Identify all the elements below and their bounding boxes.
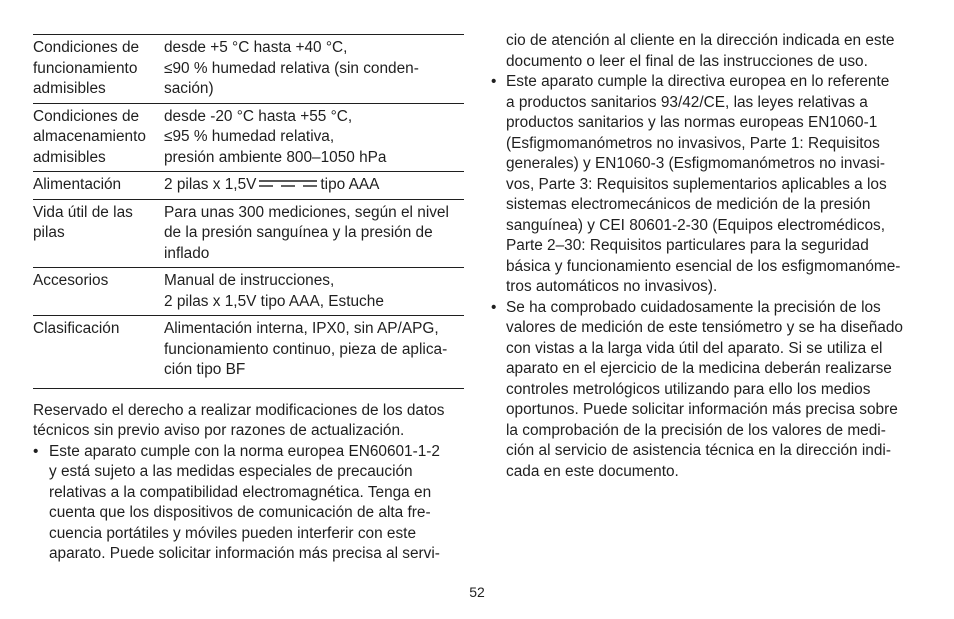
spec-row-power-supply [33, 172, 464, 200]
spec-value-line: Para unas 300 mediciones, según el nivel [164, 203, 449, 221]
bullet-line: aparato. Puede solicitar información más precisa al servi- [49, 545, 440, 562]
spec-value-line: ≤95 % humedad relativa, [164, 128, 335, 145]
page-number: 52 [469, 584, 485, 600]
spec-label [33, 172, 164, 200]
spec-label [33, 268, 164, 316]
spec-value-line: Manual de instrucciones, [164, 272, 335, 289]
bullet-icon: • [33, 442, 39, 460]
bullet-line: vos, Parte 3: Requisitos suplementarios aplicables a los [506, 175, 887, 193]
spec-value-line: funcionamiento continuo, pieza de aplica- [164, 340, 448, 358]
bullet-line: (Esfigmomanómetros no invasivos, Parte 1: Requisitos [506, 134, 880, 152]
bullet-line: Se ha comprobado cuidadosamente la precisión de los [506, 298, 881, 316]
left-bullet-list [33, 442, 464, 565]
bullet-line: a productos sanitarios 93/42/CE, las leyes relativas a [506, 93, 868, 111]
spec-value [164, 316, 464, 389]
spec-label-line: Vida útil de las [33, 203, 133, 221]
spec-row-accessories [33, 268, 464, 316]
battery-type-text: tipo AAA [320, 176, 380, 193]
spec-label-line: Condiciones de [33, 107, 140, 125]
spec-label-line: funcionamiento [33, 59, 138, 77]
bullet-line: oportunos. Puede solicitar información más precisa sobre [506, 401, 898, 418]
spec-value-line: presión ambiente 800–1050 hPa [164, 148, 387, 166]
note-line: Reservado el derecho a realizar modificaciones de los datos [33, 401, 445, 419]
spec-value-line: desde +5 °C hasta +40 °C, [164, 39, 348, 56]
spec-label [33, 199, 164, 268]
bullet-line: y está sujeto a las medidas especiales de precaución [49, 463, 413, 480]
spec-value [164, 268, 464, 316]
list-item-emc-notice [33, 442, 464, 565]
spec-value-line: Alimentación interna, IPX0, sin AP/APG, [164, 320, 439, 337]
battery-spec-text: 2 pilas x 1,5V [164, 176, 257, 193]
bullet-line: ción al servicio de asistencia técnica en la dirección indi- [506, 442, 891, 459]
bullet-line: Este aparato cumple la directiva europea en lo referente [506, 73, 890, 90]
bullet-line: Parte 2–30: Requisitos particulares para la seguridad [506, 237, 869, 254]
bullet-line: relativas a la compatibilidad electromagnética. Tenga en [49, 483, 432, 501]
right-column [491, 31, 923, 482]
bullet-line: cuenta que los dispositivos de comunicación de alta fre- [49, 504, 431, 521]
list-item-directive-compliance [491, 72, 923, 298]
bullet-icon: • [491, 298, 497, 316]
reserved-rights-note [33, 401, 464, 442]
bullet-line: básica y funcionamiento esencial de los esfigmomanóme- [506, 257, 901, 275]
spec-value-line: ≤90 % humedad relativa (sin conden- [164, 59, 419, 77]
spec-value-line: desde -20 °C hasta +55 °C, [164, 107, 353, 125]
spec-value-line: de la presión sanguínea y la presión de [164, 224, 433, 241]
spec-value [164, 199, 464, 268]
bullet-line: sanguínea) y CEI 80601-2-30 (Equipos electromédicos, [506, 216, 885, 234]
bullet-line: aparato en el ejercicio de la medicina deberán realizarse [506, 360, 892, 377]
spec-row-storage-conditions [33, 103, 464, 172]
technical-specs-table [33, 34, 464, 389]
direct-current-icon [259, 179, 317, 188]
bullet-line: Este aparato cumple con la norma europea EN60601-1-2 [49, 442, 440, 460]
spec-row-classification [33, 316, 464, 389]
continued-line: cio de atención al cliente en la dirección indicada en este [506, 32, 895, 49]
right-bullet-list [491, 72, 923, 482]
spec-label-line: almacenamiento [33, 128, 146, 145]
spec-value-line: sación) [164, 80, 214, 97]
spec-label [33, 316, 164, 389]
bullet-line: sistemas electromecánicos de medición de la presión [506, 196, 871, 213]
bullet-line: controles metrológicos utilizando para ello los medios [506, 380, 871, 398]
spec-value-line [164, 175, 464, 196]
spec-row-battery-life [33, 199, 464, 268]
spec-value [164, 35, 464, 104]
left-column [33, 34, 464, 565]
spec-label-line: admisibles [33, 148, 106, 166]
bullet-line: la comprobación de la precisión de los valores de medi- [506, 421, 886, 439]
spec-label-line: Accesorios [33, 272, 109, 289]
bullet-line: cada en este documento. [506, 462, 679, 480]
spec-label-line: Alimentación [33, 176, 122, 193]
bullet-line: con vistas a la larga vida útil del aparato. Si se utiliza el [506, 339, 883, 357]
spec-label [33, 103, 164, 172]
spec-value-line: 2 pilas x 1,5V tipo AAA, Estuche [164, 292, 384, 310]
note-line: técnicos sin previo aviso por razones de actualización. [33, 422, 405, 439]
spec-label-line: admisibles [33, 80, 106, 97]
list-item-accuracy-check [491, 298, 923, 483]
bullet-line: generales) y EN1060-3 (Esfigmomanómetros no invasi- [506, 155, 885, 172]
spec-value-line: ción tipo BF [164, 361, 246, 378]
bullet-line: valores de medición de este tensiómetro y se ha diseñado [506, 319, 903, 336]
spec-label [33, 35, 164, 104]
bullet-icon: • [491, 73, 497, 90]
spec-label-line: pilas [33, 224, 65, 241]
bullet-line: productos sanitarios y las normas europeas EN1060-1 [506, 114, 878, 131]
spec-value [164, 172, 464, 200]
bullet-line: tros automáticos no invasivos). [506, 278, 718, 295]
spec-label-line: Condiciones de [33, 39, 140, 56]
spec-label-line: Clasificación [33, 320, 120, 337]
bullet-line: cuencia portátiles y móviles pueden interferir con este [49, 524, 417, 542]
spec-value-line: inflado [164, 244, 210, 262]
continued-line: documento o leer el final de las instrucciones de uso. [506, 52, 868, 70]
continued-text [491, 31, 923, 72]
spec-value [164, 103, 464, 172]
spec-row-operating-conditions [33, 35, 464, 104]
